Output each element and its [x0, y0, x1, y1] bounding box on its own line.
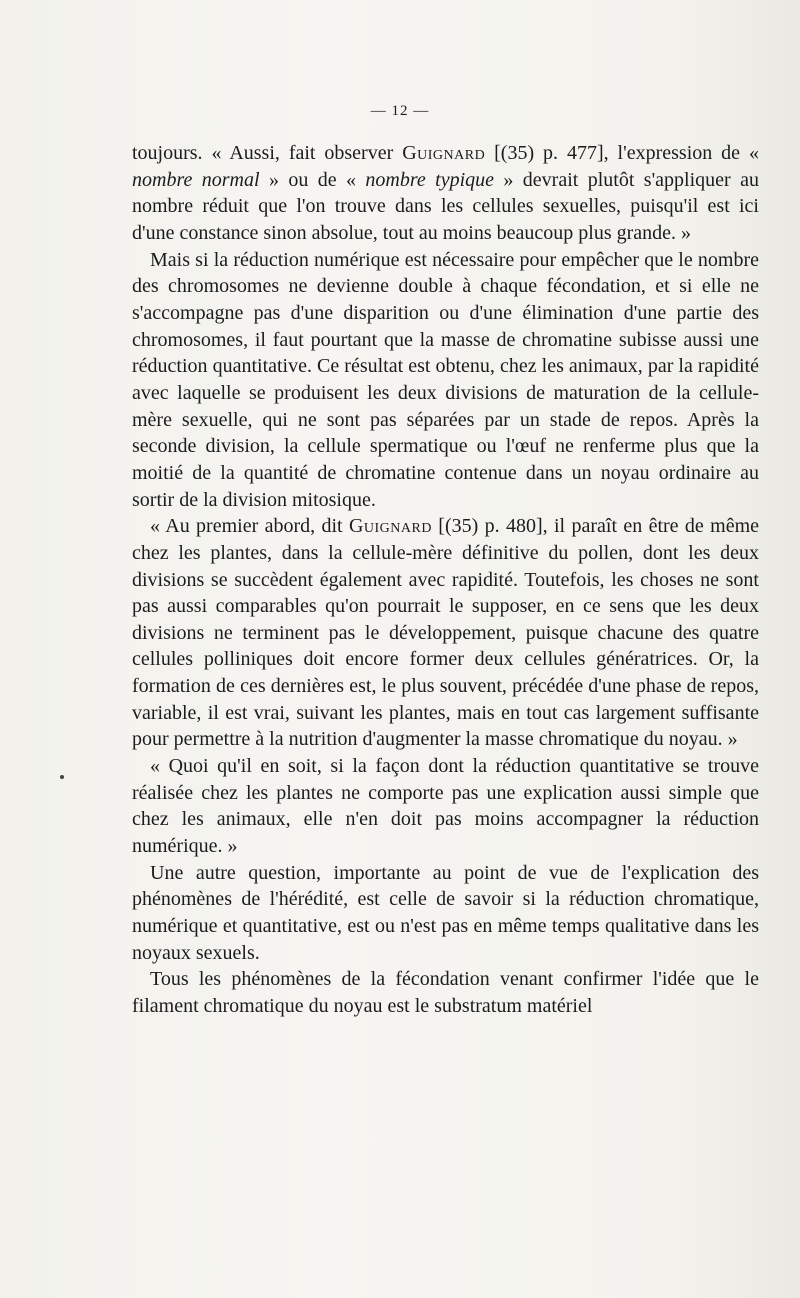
paragraph: Tous les phénomènes de la fécondation venant confirmer l'idée que le filament chromatique du noyau est le substratum matériel: [132, 968, 759, 1017]
paragraph: Mais si la réduction numérique est nécessaire pour empêcher que le nombre des chromosomes ne devienne double à chaque fécondation, et si elle ne s'accompagne pas d'une disparition ou d'une élimination d'une partie des chromosomes, il faut pourtant que la masse de chromatine subisse aussi une réduction quantitative. Ce résultat est obtenu, chez les animaux, par la rapidité avec laquelle se produisent les deux divisions de maturation de la cellule-mère sexuelle, qui ne sont pas séparées par un stade de repos. Après la seconde division, la cellule spermatique ou l'œuf ne renferme plus que la moitié de la quantité de chromatine contenue dans un noyau ordinaire au sortir de la division mitosique.: [132, 248, 759, 511]
page-number: — 12 —: [370, 103, 430, 119]
paragraph: Une autre question, importante au point de vue de l'explication des phénomènes de l'hérédité, est celle de savoir si la réduction chromatique, numérique et quantitative, est ou n'est pas en même temps qualitative dans les noyaux sexuels.: [132, 861, 759, 964]
author-name: Guignard: [348, 515, 432, 538]
italic-term: nombre normal: [132, 168, 260, 191]
body-text: [132, 140, 759, 1020]
author-name: Guignard: [402, 142, 486, 164]
italic-term: nombre typique: [365, 168, 495, 191]
paragraph: « Quoi qu'il en soit, si la façon dont la réduction quantitative se trouve réalisée chez les plantes ne comporte pas une explication aussi simple que chez les animaux, elle n'en doit pas moins accompagner la réduction numérique. »: [132, 755, 759, 858]
paragraph: « Au premier abord, dit Guignard [(35) p. 480], il paraît en être de même chez les plantes, dans la cellule-mère définitive du pollen, dont les deux divisions se succèdent également avec rapidité. Toutefois, les choses ne sont pas aussi comparables qu'on pourrait le supposer, en ce sens que les deux divisions ne terminent pas le développement, puisque chacune des quatre cellules polliniques doit encore former deux cellules génératrices. Or, la formation de ces dernières est, le plus souvent, précédée d'une phase de repos, variable, il est vrai, suivant les plantes, mais en tout cas largement suffisante pour permettre à la nutrition d'augmenter la masse chromatique du noyau. »: [132, 515, 760, 751]
paragraph: toujours. « Aussi, fait observer Guignard [(35) p. 477], l'expression de « nombre normal » ou de « nombre typique » devrait plutôt s'appliquer au nombre réduit que l'on trouve dans les cellules sexuelles, puisqu'il est ici d'une constance sinon absolue, tout au moins beaucoup plus grande. »: [132, 142, 759, 244]
ink-speck: [60, 775, 64, 779]
